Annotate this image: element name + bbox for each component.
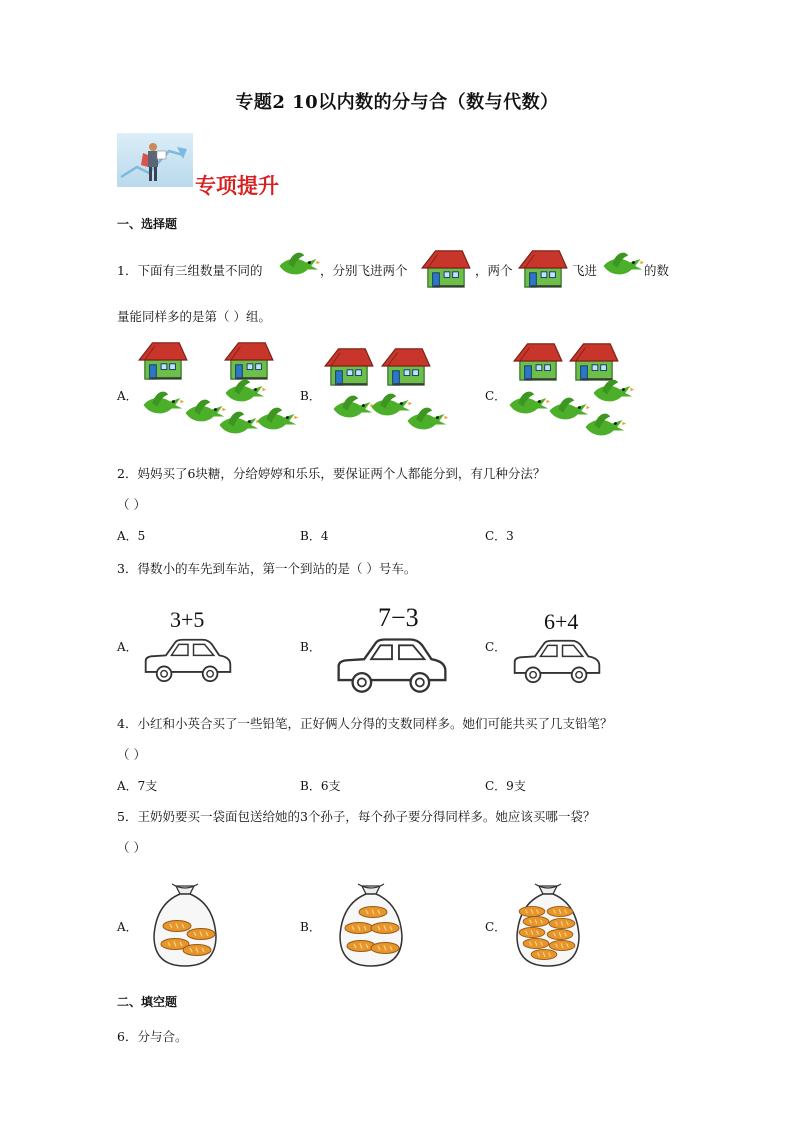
bread-icon <box>522 916 550 927</box>
bird-icon <box>590 376 634 410</box>
car-icon <box>334 636 450 694</box>
q5-answer-blank: （ ） <box>117 840 146 855</box>
q2-text: 2．妈妈买了6块糖，分给婷婷和乐乐，要保证两个人都能分到，有几种分法？ <box>117 466 546 481</box>
q3-option-b-label: B． <box>300 640 321 654</box>
car-b-expression: 7−3 <box>378 603 419 632</box>
bread-icon <box>530 949 558 960</box>
car-icon <box>142 637 234 683</box>
bird-icon <box>140 388 184 422</box>
q1-text-part5: 的数 <box>644 263 670 278</box>
q4-answer-blank: （ ） <box>117 747 146 762</box>
q4-option-c: C．9支 <box>485 779 526 793</box>
bread-icon <box>370 922 400 934</box>
page-title: 专题2 10以内数的分与合（数与代数） <box>235 92 559 113</box>
q5-option-c-label: C． <box>485 920 507 934</box>
q3-text: 3．得数小的车先到车站，第一个到站的是（ ）号车。 <box>117 561 417 576</box>
q1-text-part4: 飞进 <box>572 263 598 278</box>
q4-option-b: B．6支 <box>300 779 341 793</box>
bird-icon <box>404 404 448 438</box>
q5-option-b-label: B． <box>300 920 321 934</box>
bread-icon <box>186 928 216 940</box>
section-choice-heading: 一、选择题 <box>117 217 178 231</box>
bread-icon <box>182 944 212 956</box>
q1-option-b-label: B． <box>300 389 321 403</box>
banner-image <box>117 133 193 187</box>
q1-text-part1: 1．下面有三组数量不同的 <box>117 263 263 278</box>
bird-icon <box>254 404 298 438</box>
bread-icon <box>518 927 546 938</box>
section-fill-heading: 二、填空题 <box>117 995 178 1009</box>
bread-icon <box>358 906 388 918</box>
house-icon <box>516 247 570 289</box>
q5-option-a-label: A． <box>117 920 138 934</box>
house-icon <box>511 340 565 382</box>
bread-icon <box>546 906 574 917</box>
house-icon <box>419 247 473 289</box>
bread-icon <box>522 938 550 949</box>
house-icon <box>136 339 190 381</box>
banner-figure-icon <box>117 133 193 187</box>
house-icon <box>222 339 276 381</box>
bird-icon <box>600 249 644 283</box>
bread-icon <box>546 929 574 940</box>
bird-icon <box>506 388 550 422</box>
q2-option-c: C．3 <box>485 529 514 543</box>
banner-label: 专项提升 <box>195 173 279 198</box>
car-a-expression: 3+5 <box>170 607 205 632</box>
bread-icon <box>548 918 576 929</box>
q1-text-part3: ，两个 <box>475 263 513 278</box>
q2-option-b: B．4 <box>300 529 329 543</box>
q2-option-a: A．5 <box>117 529 146 543</box>
q3-option-c-label: C． <box>485 640 507 654</box>
q1-text-line2: 量能同样多的是第（ ）组。 <box>117 309 271 324</box>
q4-option-a: A．7支 <box>117 779 158 793</box>
q5-text: 5．王奶奶要买一袋面包送给她的3个孙子，每个孙子要分得同样多。她应该买哪一袋？ <box>117 809 596 824</box>
bread-icon <box>370 942 400 954</box>
q1-text-part2: ，分别飞进两个 <box>320 263 408 278</box>
car-c-expression: 6+4 <box>544 609 579 634</box>
house-icon <box>379 345 433 387</box>
q1-option-a-label: A． <box>117 389 138 403</box>
q2-answer-blank: （ ） <box>117 497 146 512</box>
house-icon <box>322 345 376 387</box>
bird-icon <box>276 249 320 283</box>
q3-option-a-label: A． <box>117 640 138 654</box>
q4-text: 4．小红和小英合买了一些铅笔，正好俩人分得的支数同样多。她们可能共买了几支铅笔？ <box>117 716 613 731</box>
q1-option-c-label: C． <box>485 389 507 403</box>
q6-text: 6．分与合。 <box>117 1029 188 1044</box>
car-icon <box>511 638 603 684</box>
bird-icon <box>582 410 626 444</box>
